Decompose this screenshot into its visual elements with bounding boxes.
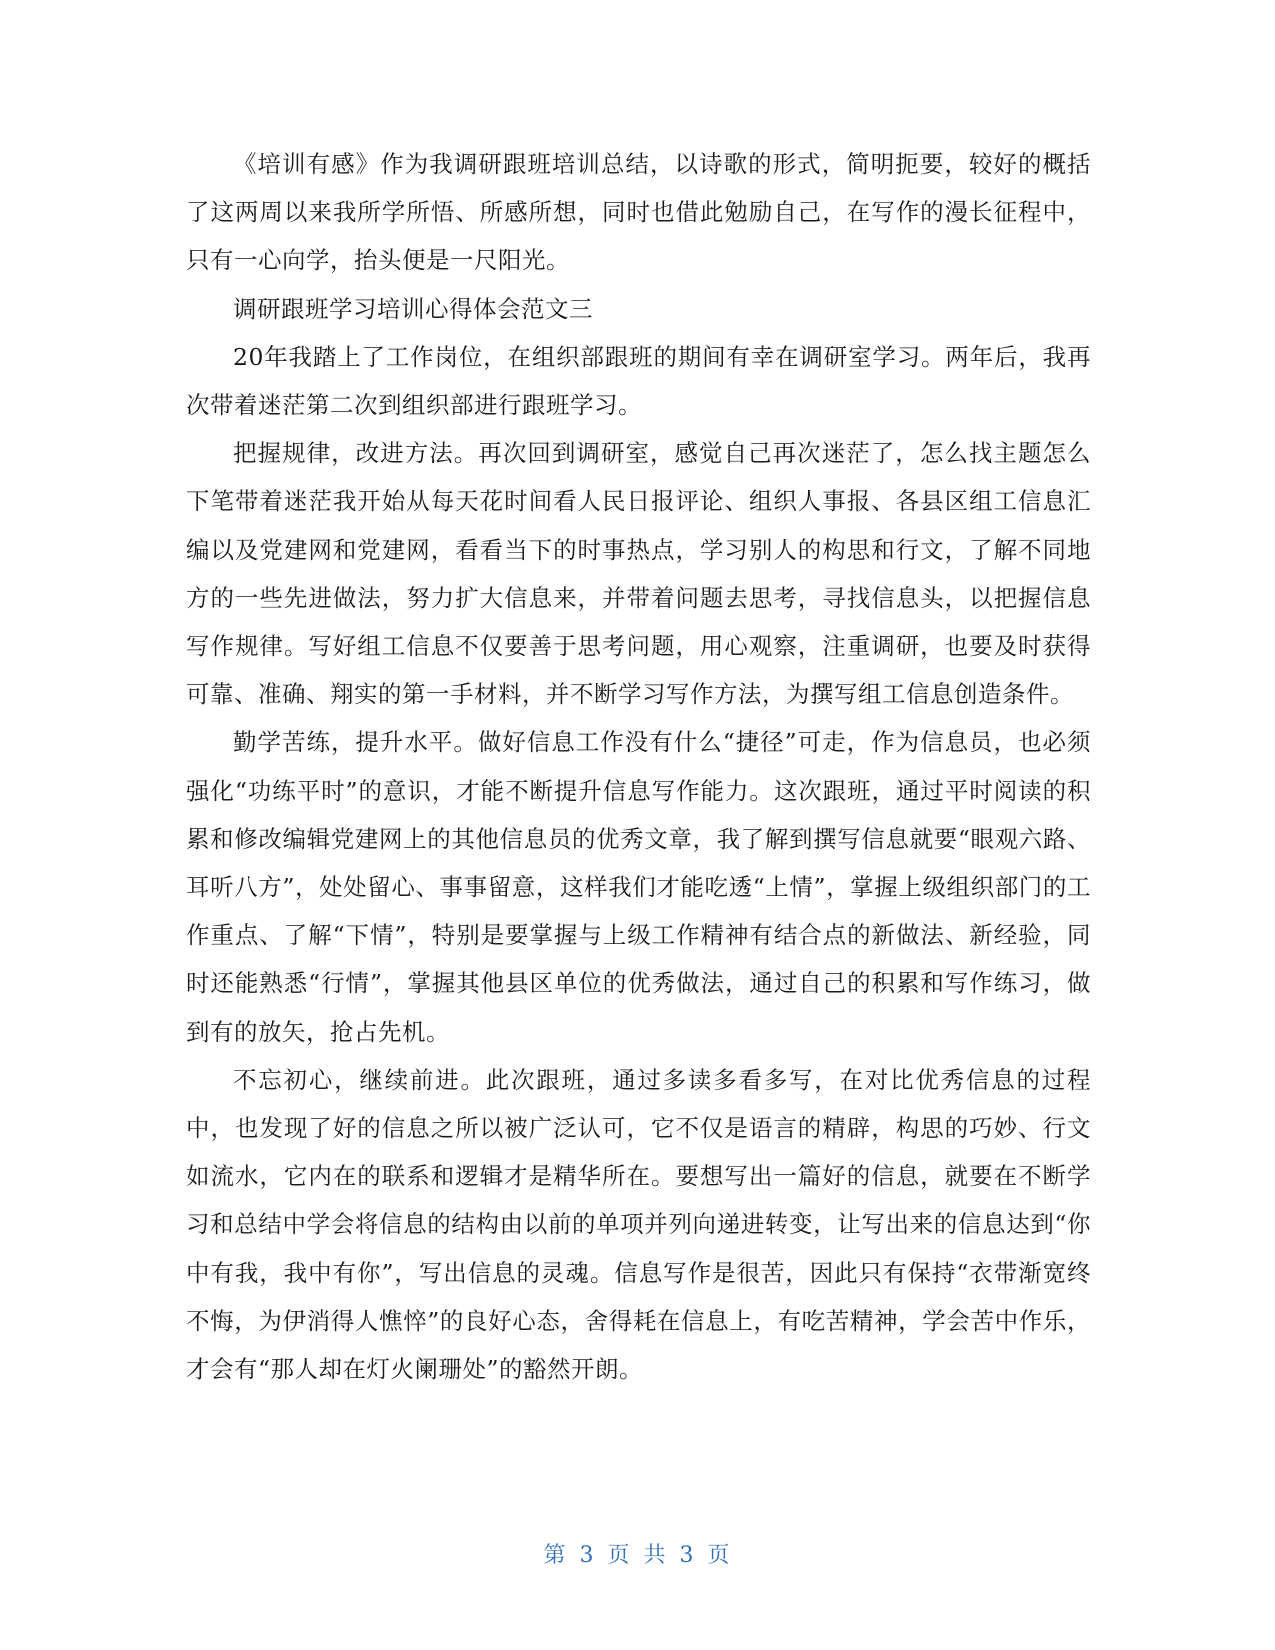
footer-total-pages: 3 [679, 1543, 696, 1568]
paragraph: 勤学苦练，提升水平。做好信息工作没有什么“捷径”可走，作为信息员，也必须强化“功练平时”的意识，才能不断提升信息写作能力。这次跟班，通过平时阅读的积累和修改编辑党建网上的其他信息员的优秀文章，我了解到撰写信息就要“眼观六路、耳听八方”，处处留心、事事留意，这样我们才能吃透“上情”，掌握上级组织部门的工作重点、了解“下情”，特别是要掌握与上级工作精神有结合点的新做法、新经验，同时还能熟悉“行情”，掌握其他县区单位的优秀做法，通过自己的积累和写作练习，做到有的放矢，抢占先机。 [186, 728, 1091, 1046]
section-heading: 调研跟班学习培训心得体会范文三 [233, 294, 593, 323]
document-body [186, 140, 1091, 1393]
page-footer [0, 1538, 1275, 1569]
paragraph: 不忘初心，继续前进。此次跟班，通过多读多看多写，在对比优秀信息的过程中，也发现了好的信息之所以被广泛认可，它不仅是语言的精辟，构思的巧妙、行文如流水，它内在的联系和逻辑才是精华所在。要想写出一篇好的信息，就要在不断学习和总结中学会将信息的结构由以前的单项并列向递进转变，让写出来的信息达到“你中有我，我中有你”，写出信息的灵魂。信息写作是很苦，因此只有保持“衣带渐宽终不悔，为伊消得人憔悴”的良好心态，舍得耗在信息上，有吃苦精神，学会苦中作乐，才会有“那人却在灯火阑珊处”的豁然开朗。 [186, 1065, 1091, 1384]
footer-label-unit-end: 页 [707, 1543, 732, 1568]
footer-label-total: 共 [643, 1543, 668, 1568]
paragraph: 把握规律，改进方法。再次回到调研室，感觉自己再次迷茫了，怎么找主题怎么下笔带着迷茫我开始从每天花时间看人民日报评论、组织人事报、各县区组工信息汇编以及党建网和党建网，看看当下的时事热点，学习别人的构思和行文，了解不同地方的一些先进做法，努力扩大信息来，并带着问题去思考，寻找信息头，以把握信息写作规律。写好组工信息不仅要善于思考问题，用心观察，注重调研，也要及时获得可靠、准确、翔实的第一手材料，并不断学习写作方法，为撰写组工信息创造条件。 [186, 439, 1091, 709]
paragraph: 20年我踏上了工作岗位，在组织部跟班的期间有幸在调研室学习。两年后，我再次带着迷茫第二次到组织部进行跟班学习。 [186, 342, 1091, 420]
paragraph: 《培训有感》作为我调研跟班培训总结，以诗歌的形式，简明扼要，较好的概括了这两周以来我所学所悟、所感所想，同时也借此勉励自己，在写作的漫长征程中，只有一心向学，抬头便是一尺阳光。 [186, 150, 1091, 275]
footer-label-page: 第 [543, 1543, 568, 1568]
footer-label-unit: 页 [607, 1543, 632, 1568]
footer-current-page: 3 [579, 1543, 596, 1568]
